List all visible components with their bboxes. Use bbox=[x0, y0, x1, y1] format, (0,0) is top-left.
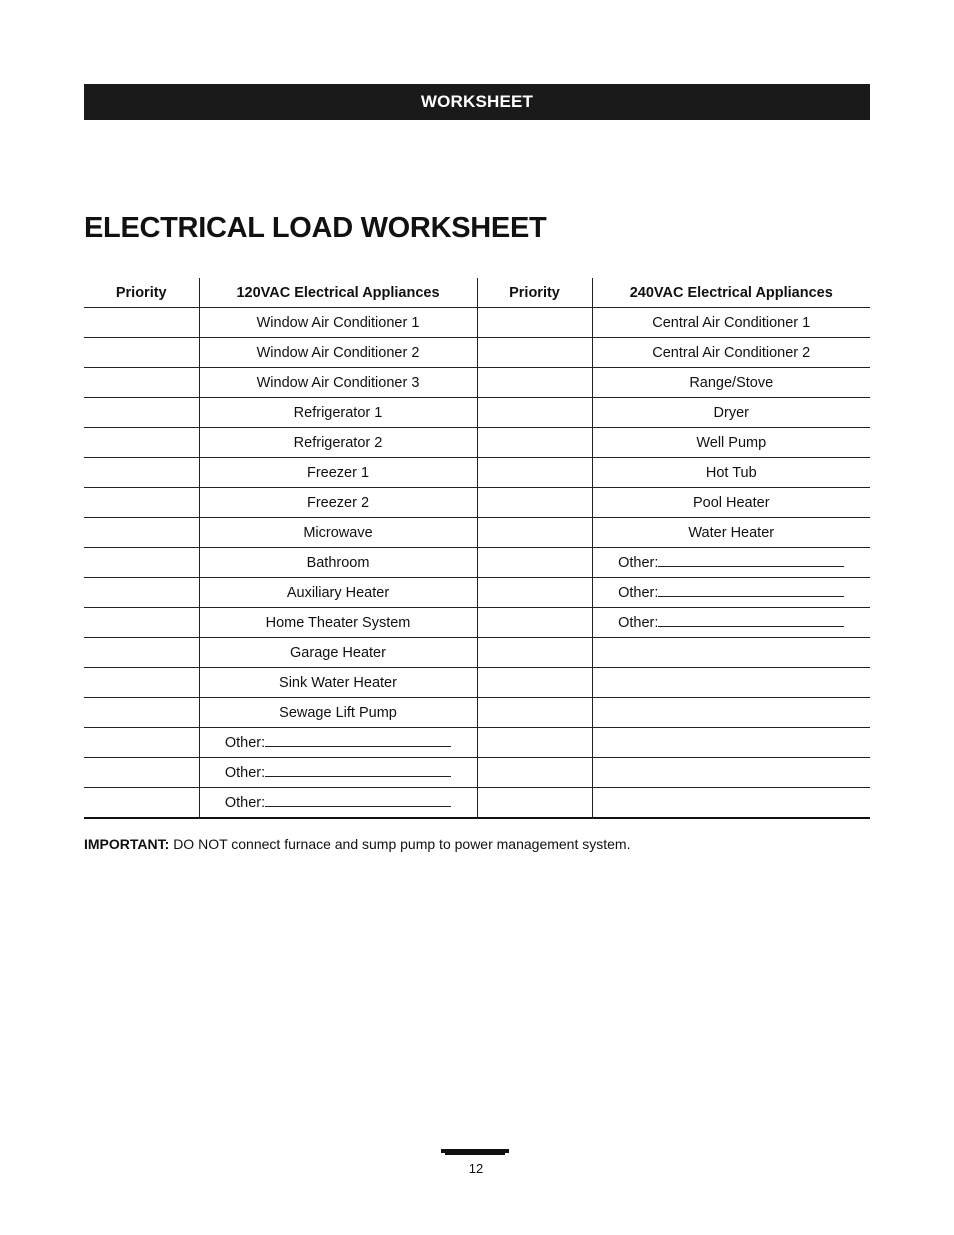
priority-120-cell bbox=[84, 428, 199, 458]
blank-write-line bbox=[658, 584, 844, 597]
important-text: DO NOT connect furnace and sump pump to power management system. bbox=[173, 836, 631, 852]
table-row bbox=[84, 638, 870, 668]
blank-write-line bbox=[658, 554, 844, 567]
priority-120-cell bbox=[84, 788, 199, 819]
other-label: Other: bbox=[618, 615, 659, 631]
table-row bbox=[84, 338, 870, 368]
appliance-120-cell: Bathroom bbox=[199, 548, 477, 578]
priority-120-cell bbox=[84, 608, 199, 638]
appliance-120-cell: Freezer 1 bbox=[199, 458, 477, 488]
table-row bbox=[84, 548, 870, 578]
priority-240-cell bbox=[477, 548, 592, 578]
priority-240-cell bbox=[477, 398, 592, 428]
priority-120-cell bbox=[84, 488, 199, 518]
priority-240-cell bbox=[477, 698, 592, 728]
appliance-120-cell: Refrigerator 2 bbox=[199, 428, 477, 458]
table-row bbox=[84, 518, 870, 548]
priority-240-cell bbox=[477, 488, 592, 518]
appliance-240-cell bbox=[592, 788, 870, 819]
appliances-120-header: 120VAC Electrical Appliances bbox=[199, 278, 477, 308]
appliance-120-cell: Window Air Conditioner 1 bbox=[199, 308, 477, 338]
table-row bbox=[84, 368, 870, 398]
table-row bbox=[84, 788, 870, 819]
important-note bbox=[84, 836, 630, 852]
other-label: Other: bbox=[224, 795, 266, 811]
priority-240-cell bbox=[477, 668, 592, 698]
priority-240-cell bbox=[477, 608, 592, 638]
appliance-120-cell: Garage Heater bbox=[199, 638, 477, 668]
appliance-240-cell: Dryer bbox=[592, 398, 870, 428]
appliances-240-header: 240VAC Electrical Appliances bbox=[592, 278, 870, 308]
priority-240-cell bbox=[477, 758, 592, 788]
appliance-240-cell bbox=[592, 758, 870, 788]
appliance-240-cell: Pool Heater bbox=[592, 488, 870, 518]
blank-write-line bbox=[265, 734, 451, 747]
appliance-240-cell: Water Heater bbox=[592, 518, 870, 548]
priority-120-cell bbox=[84, 308, 199, 338]
appliance-240-cell: Range/Stove bbox=[592, 368, 870, 398]
page-number: 12 bbox=[468, 1161, 484, 1176]
appliance-240-cell bbox=[592, 698, 870, 728]
priority-120-cell bbox=[84, 368, 199, 398]
table-row bbox=[84, 308, 870, 338]
appliance-240-cell: Central Air Conditioner 2 bbox=[592, 338, 870, 368]
important-label: IMPORTANT: bbox=[84, 836, 170, 852]
priority-240-cell bbox=[477, 458, 592, 488]
appliance-240-cell bbox=[592, 638, 870, 668]
appliance-240-cell bbox=[592, 728, 870, 758]
appliance-120-cell: Sink Water Heater bbox=[199, 668, 477, 698]
table-header-row bbox=[84, 278, 870, 308]
blank-write-line bbox=[265, 794, 451, 807]
priority-120-cell bbox=[84, 638, 199, 668]
electrical-load-table bbox=[84, 278, 870, 819]
table-body bbox=[84, 308, 870, 819]
appliance-120-cell: Window Air Conditioner 2 bbox=[199, 338, 477, 368]
other-label: Other: bbox=[618, 585, 659, 601]
section-header-bar bbox=[84, 84, 870, 120]
priority-120-header: Priority bbox=[84, 278, 199, 308]
appliance-120-cell: Auxiliary Heater bbox=[199, 578, 477, 608]
priority-240-header: Priority bbox=[477, 278, 592, 308]
table-row bbox=[84, 458, 870, 488]
priority-120-cell bbox=[84, 668, 199, 698]
priority-240-cell bbox=[477, 728, 592, 758]
page-title: ELECTRICAL LOAD WORKSHEET bbox=[84, 212, 547, 244]
priority-240-cell bbox=[477, 578, 592, 608]
priority-240-cell bbox=[477, 518, 592, 548]
priority-120-cell bbox=[84, 728, 199, 758]
appliance-240-cell: Central Air Conditioner 1 bbox=[592, 308, 870, 338]
appliance-240-cell bbox=[592, 578, 870, 608]
appliance-240-cell bbox=[592, 548, 870, 578]
priority-120-cell bbox=[84, 548, 199, 578]
priority-240-cell bbox=[477, 308, 592, 338]
appliance-120-cell: Sewage Lift Pump bbox=[199, 698, 477, 728]
appliance-120-cell bbox=[199, 788, 477, 819]
table-row bbox=[84, 578, 870, 608]
section-header-label: WORKSHEET bbox=[420, 92, 534, 111]
priority-120-cell bbox=[84, 458, 199, 488]
other-label: Other: bbox=[618, 555, 659, 571]
table-row bbox=[84, 608, 870, 638]
table-row bbox=[84, 668, 870, 698]
priority-120-cell bbox=[84, 518, 199, 548]
priority-120-cell bbox=[84, 398, 199, 428]
priority-240-cell bbox=[477, 638, 592, 668]
appliance-240-cell bbox=[592, 668, 870, 698]
appliance-120-cell: Window Air Conditioner 3 bbox=[199, 368, 477, 398]
other-label: Other: bbox=[224, 735, 266, 751]
table-row bbox=[84, 758, 870, 788]
table-row bbox=[84, 698, 870, 728]
priority-240-cell bbox=[477, 338, 592, 368]
priority-120-cell bbox=[84, 758, 199, 788]
appliance-120-cell bbox=[199, 758, 477, 788]
appliance-240-cell: Well Pump bbox=[592, 428, 870, 458]
blank-write-line bbox=[265, 764, 451, 777]
priority-240-cell bbox=[477, 368, 592, 398]
table-row bbox=[84, 428, 870, 458]
table-row bbox=[84, 398, 870, 428]
blank-write-line bbox=[658, 614, 844, 627]
appliance-120-cell: Home Theater System bbox=[199, 608, 477, 638]
table-row bbox=[84, 488, 870, 518]
priority-120-cell bbox=[84, 578, 199, 608]
table-row bbox=[84, 728, 870, 758]
priority-120-cell bbox=[84, 338, 199, 368]
appliance-120-cell: Freezer 2 bbox=[199, 488, 477, 518]
other-label: Other: bbox=[224, 765, 266, 781]
appliance-120-cell: Refrigerator 1 bbox=[199, 398, 477, 428]
appliance-240-cell bbox=[592, 608, 870, 638]
priority-240-cell bbox=[477, 788, 592, 819]
priority-120-cell bbox=[84, 698, 199, 728]
footer-rule bbox=[441, 1149, 509, 1153]
appliance-240-cell: Hot Tub bbox=[592, 458, 870, 488]
appliance-120-cell: Microwave bbox=[199, 518, 477, 548]
appliance-120-cell bbox=[199, 728, 477, 758]
priority-240-cell bbox=[477, 428, 592, 458]
